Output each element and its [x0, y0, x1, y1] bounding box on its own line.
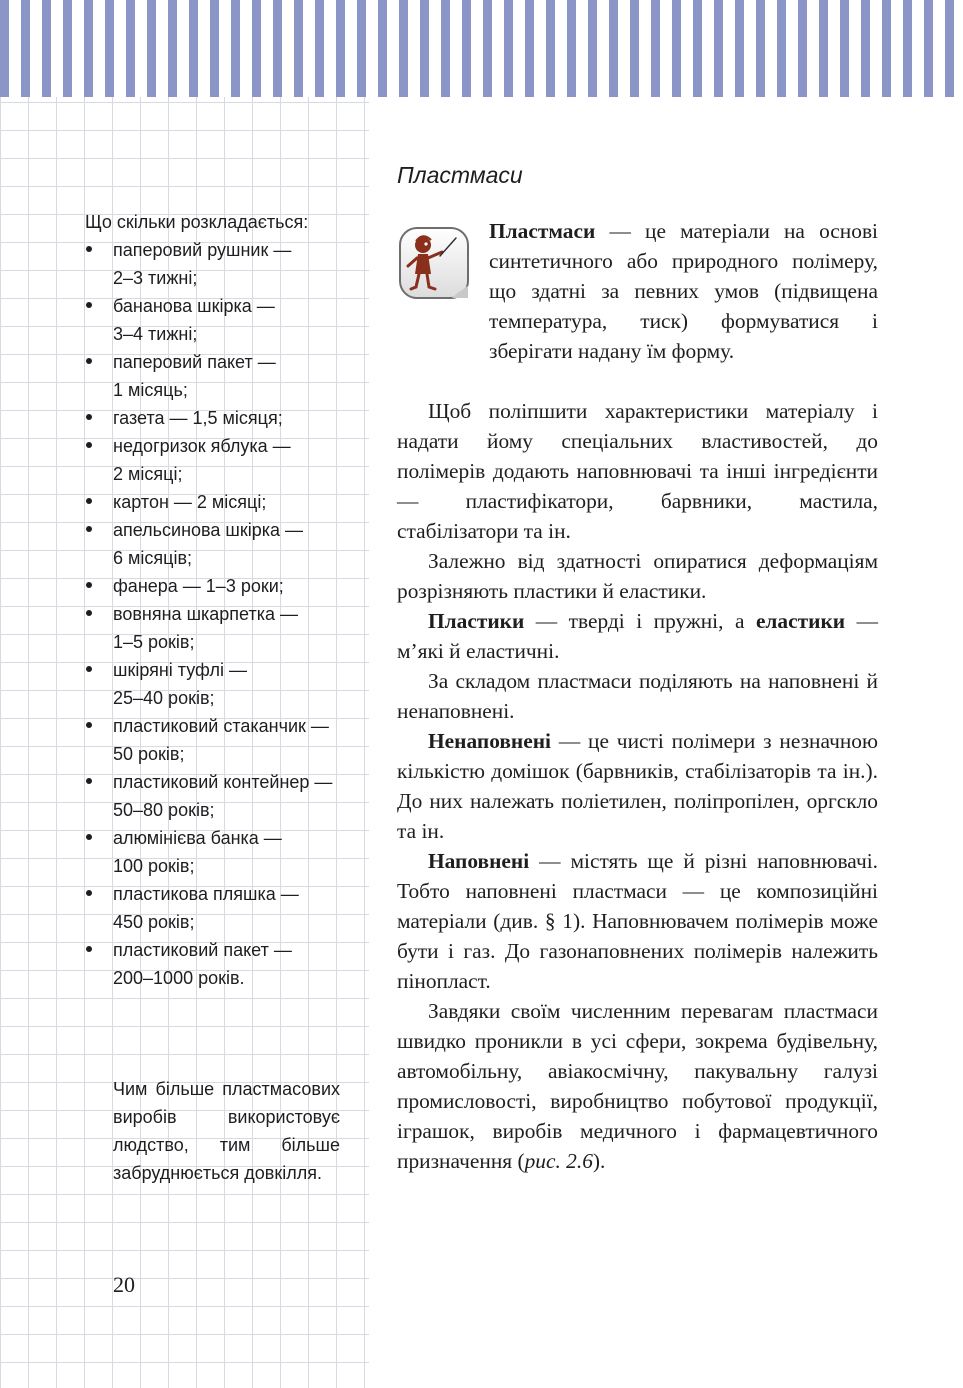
list-item: [85, 432, 355, 488]
decomposition-list: [85, 236, 355, 992]
item-time: 25–40 років;: [113, 688, 215, 708]
item-time: 2–3 тижні;: [113, 268, 198, 288]
term-elastics: еластики: [755, 609, 846, 633]
list-item: [85, 936, 355, 992]
item-time: 100 років;: [113, 856, 195, 876]
character-pointer-icon: [398, 226, 470, 302]
item-time: 200–1000 років.: [113, 968, 245, 988]
item-time: 50–80 років;: [113, 800, 215, 820]
item-name: бананова шкірка —: [113, 296, 275, 316]
item-time: 1–5 років;: [113, 632, 195, 652]
definition-term: Пластмаси: [489, 219, 596, 243]
paragraph: [397, 846, 878, 996]
paragraph: Щоб поліпшити характеристики матеріалу і надати йому спеціальних властивостей, до полімерів додають наповнювачі та інші інгредієнти — пластифікатори, барвники, мастила, стабілізатори та ін.: [397, 399, 878, 543]
page-number: 20: [113, 1272, 135, 1297]
item-time: 1 місяць;: [113, 380, 188, 400]
list-item: [85, 572, 355, 600]
paragraph: [397, 606, 878, 666]
paragraph-text: Завдяки своїм численним перевагам пластмаси швидко проникли в усі сфери, зокрема будівельну, автомобільну, авіакосмічну, пакувальну галузі промисловості, виробництво побутової продукції, іграшок, виробів медичного і фармацевтичного призначення (: [397, 999, 878, 1173]
list-item: [85, 516, 355, 572]
definition-block: [489, 216, 878, 366]
list-item: [85, 712, 355, 768]
paragraph: За складом пластмаси поділяють на наповнені й ненаповнені.: [397, 669, 878, 723]
item-name: недогризок яблука —: [113, 436, 291, 456]
paragraph-text: ).: [592, 1149, 606, 1173]
list-item: [85, 656, 355, 712]
item-name: паперовий пакет —: [113, 352, 276, 372]
item-name: картон — 2 місяці;: [113, 492, 267, 512]
item-time: 50 років;: [113, 744, 185, 764]
decomposition-sidebar: [85, 208, 355, 992]
list-item: [85, 292, 355, 348]
item-name: пластиковий пакет —: [113, 940, 292, 960]
list-item: [85, 236, 355, 292]
item-time: 6 місяців;: [113, 548, 193, 568]
item-time: 450 років;: [113, 912, 195, 932]
item-name: паперовий рушник —: [113, 240, 292, 260]
list-item: [85, 824, 355, 880]
item-name: фанера — 1–3 роки;: [113, 576, 284, 596]
item-name: апельсинова шкірка —: [113, 520, 304, 540]
list-item: [85, 488, 355, 516]
term-unfilled: Ненаповнені: [428, 729, 551, 753]
list-item: [85, 600, 355, 656]
term-filled: Наповнені: [428, 849, 530, 873]
item-name: пластиковий стаканчик —: [113, 716, 329, 736]
top-stripe-band: [0, 0, 963, 97]
main-text: [397, 396, 878, 1176]
item-name: вовняна шкарпетка —: [113, 604, 298, 624]
paragraph-text: — м’які й еластичні.: [397, 609, 878, 663]
list-item: [85, 768, 355, 824]
paragraph-text: — це чисті полімери з незначною кількістю домішок (барвників, стабілізаторів та ін.). До них належать поліетилен, поліпропілен, оргскло та ін.: [397, 729, 878, 843]
list-item: [85, 348, 355, 404]
sidebar-note: Чим більше пластмасових виробів використовує людство, тим більше забруднюється довкілля.: [113, 1079, 340, 1183]
item-name: шкіряні туфлі —: [113, 660, 247, 680]
item-name: газета — 1,5 місяця;: [113, 408, 283, 428]
section-heading: Пластмаси: [397, 162, 523, 188]
paragraph: [397, 996, 878, 1176]
sidebar-title: Що скільки розкладається:: [85, 212, 309, 232]
paragraph-text: — тверді і пружні, а: [524, 609, 756, 633]
item-time: 3–4 тижні;: [113, 324, 198, 344]
term-plastics: Пластики: [428, 609, 525, 633]
paragraph: [397, 726, 878, 846]
item-time: 2 місяці;: [113, 464, 183, 484]
list-item: [85, 880, 355, 936]
list-item: [85, 404, 355, 432]
paragraph-text: — містять ще й різні наповнювачі. Тобто наповнені пластмаси — це композиційні матеріали (див. § 1). Наповнювачем полімерів може бути і газ. До газонаповнених полімерів належить пінопласт.: [397, 849, 878, 993]
paragraph: Залежно від здатності опиратися деформаціям розрізняють пластики й еластики.: [397, 549, 878, 603]
definition-text: — це матеріали на основі синтетичного або природного полімеру, що здатні за певних умов (підвищена температура, тиск) формуватися і зберігати надану їм форму.: [489, 219, 878, 363]
item-name: алюмінієва банка —: [113, 828, 282, 848]
figure-reference: рис. 2.6: [524, 1149, 593, 1173]
item-name: пластиковий контейнер —: [113, 772, 333, 792]
item-name: пластикова пляшка —: [113, 884, 299, 904]
